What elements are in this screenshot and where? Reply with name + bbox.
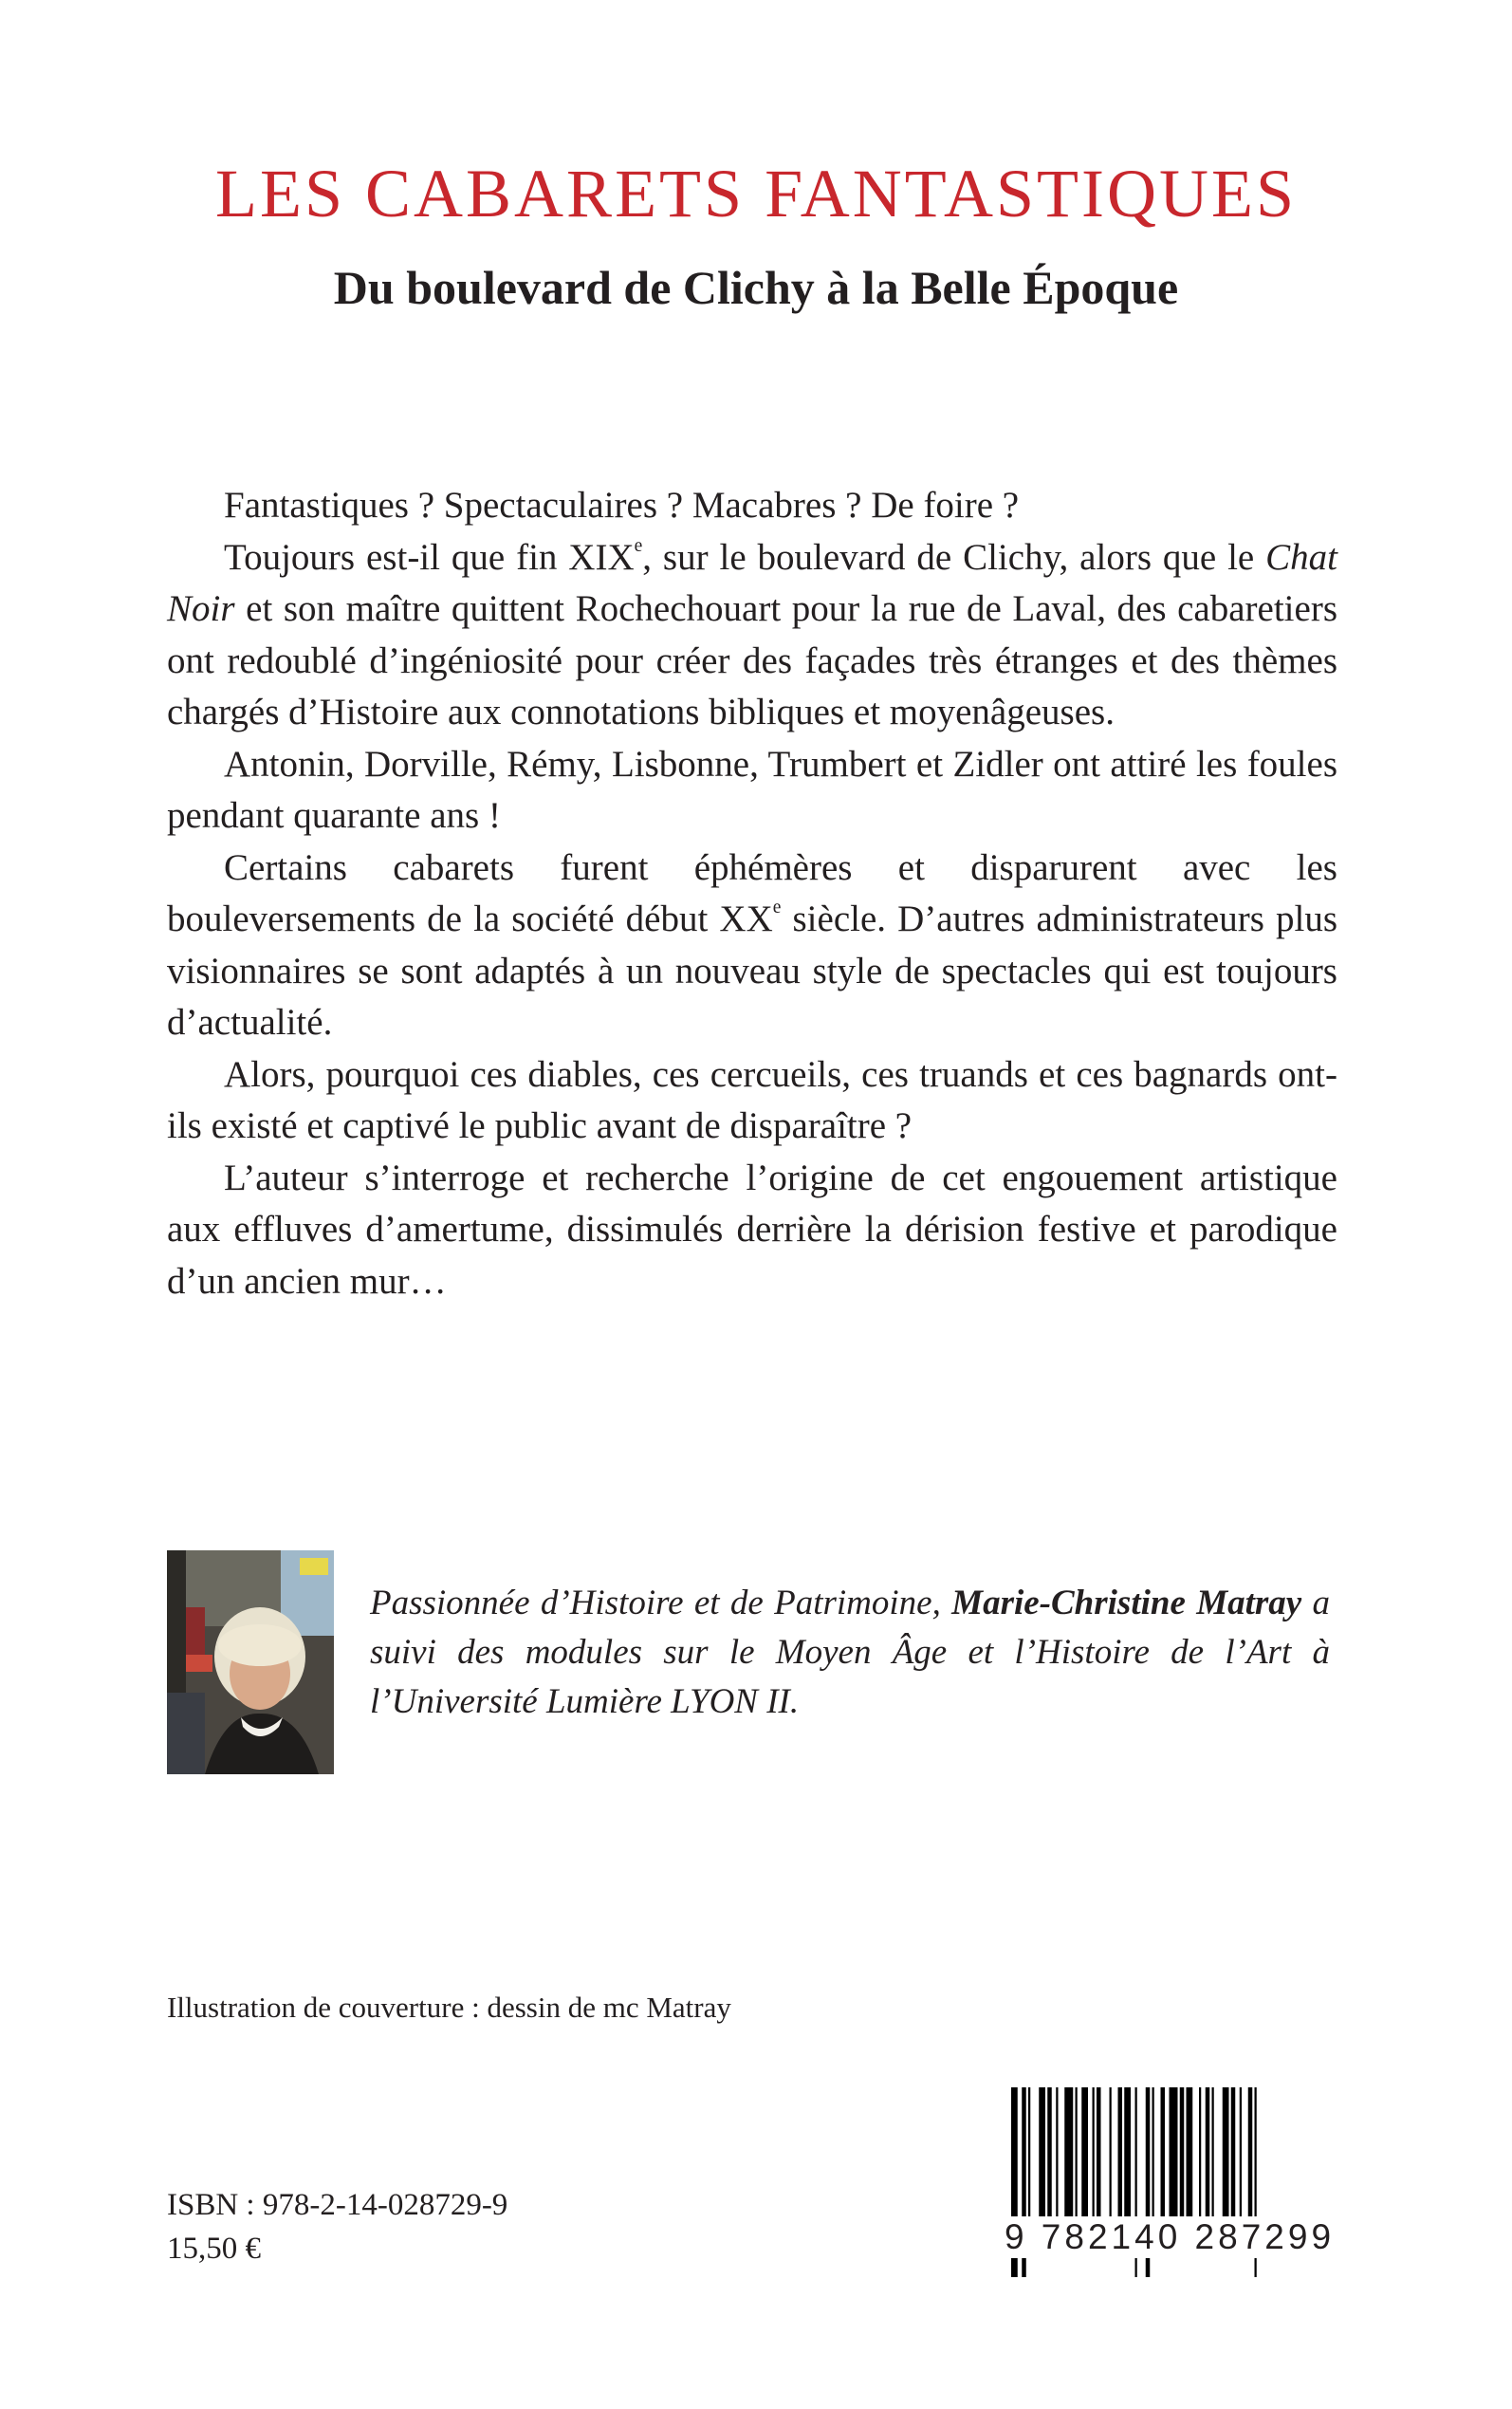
barcode-bar [1199, 2087, 1201, 2230]
barcode-digits: 9 782140 287299 [1002, 2216, 1337, 2258]
blurb-paragraph [167, 532, 1337, 739]
blurb-text: Certains cabarets furent éphémères et disparurent avec les bouleversements de la société début XX [167, 846, 1337, 939]
author-name: Marie-Christine Matray [951, 1584, 1302, 1622]
barcode-bar [1056, 2087, 1058, 2230]
back-cover-blurb [167, 480, 1337, 1307]
blurb-text: et son maître quittent Rochechouart pour la rue de Laval, des cabaretiers ont redoublé d’ingéniosité pour créer des façades très étranges et des thèmes chargés d’Histoire aux connotations bibliques et moyenâgeuses. [167, 588, 1337, 732]
blurb-text: Toujours est-il que fin XIX [224, 536, 635, 578]
blurb-paragraph: L’auteur s’interroge et recherche l’origine de cet engouement artistique aux effluves d’amertume, dissimulés derrière la dérision festive et parodique d’un ancien mur… [167, 1157, 1337, 1302]
author-bio-text: a suivi des modules sur le Moyen Âge et l’Histoire de l’Art à l’Université Lumière LYON II. [370, 1584, 1331, 1721]
barcode-bar [1161, 2087, 1166, 2230]
blurb-paragraph: Fantastiques ? Spectaculaires ? Macabres ? De foire ? [224, 485, 1020, 526]
italic-title: Chat Noir [167, 536, 1337, 629]
barcode-bar [1028, 2087, 1030, 2230]
barcode-bar [1212, 2087, 1214, 2230]
blurb-paragraph [167, 843, 1337, 1049]
superscript: e [634, 535, 643, 556]
barcode-bar [1240, 2087, 1242, 2230]
book-subtitle: Du boulevard de Clichy à la Belle Époque [333, 261, 1179, 314]
barcode-bar [1124, 2087, 1131, 2230]
author-photo [167, 1550, 334, 1774]
barcode-bar [1093, 2087, 1095, 2230]
blurb-paragraph: Antonin, Dorville, Rémy, Lisbonne, Trumbert et Zidler ont attiré les foules pendant quarante ans ! [167, 743, 1337, 836]
barcode-bar [1170, 2087, 1178, 2230]
barcode-bar [1206, 2087, 1210, 2230]
illustration-credit: Illustration de couverture : dessin de mc Matray [167, 1991, 731, 2024]
superscript: e [772, 898, 782, 918]
barcode-bar [1223, 2087, 1229, 2230]
isbn: ISBN : 978-2-14-028729-9 [167, 2188, 508, 2222]
barcode-bar [1118, 2087, 1123, 2230]
barcode-bar [1064, 2087, 1073, 2230]
author-bio-text: Passionnée d’Histoire et de Patrimoine, [370, 1584, 952, 1622]
blurb-paragraph: Alors, pourquoi ces diables, ces cercueils, ces truands et ces bagnards ont-ils existé et captivé le public avant de disparaître ? [167, 1053, 1337, 1146]
barcode-bar [1248, 2087, 1253, 2230]
barcode-bar [1152, 2087, 1154, 2230]
barcode-bar [1039, 2087, 1045, 2230]
price: 15,50 € [167, 2232, 261, 2266]
author-portrait-illustration [167, 1550, 334, 1774]
barcode-bar [1110, 2087, 1112, 2230]
barcode-bar [1180, 2087, 1185, 2230]
barcode-bar [1081, 2087, 1088, 2230]
blurb-text: siècle. D’autres administrateurs plus visionnaires se sont adaptés à un nouveau style de spectacles qui est toujours d’actualité. [167, 899, 1338, 1043]
book-title: LES CABARETS FANTASTIQUES [215, 156, 1297, 232]
barcode-bar [1076, 2087, 1078, 2230]
barcode-bar [1047, 2087, 1052, 2230]
blurb-text: , sur le boulevard de Clichy, alors que le [642, 536, 1266, 578]
barcode-bar [1187, 2087, 1193, 2230]
author-bio [370, 1579, 1330, 1727]
barcode-bar [1231, 2087, 1236, 2230]
barcode-bar [1097, 2087, 1101, 2230]
